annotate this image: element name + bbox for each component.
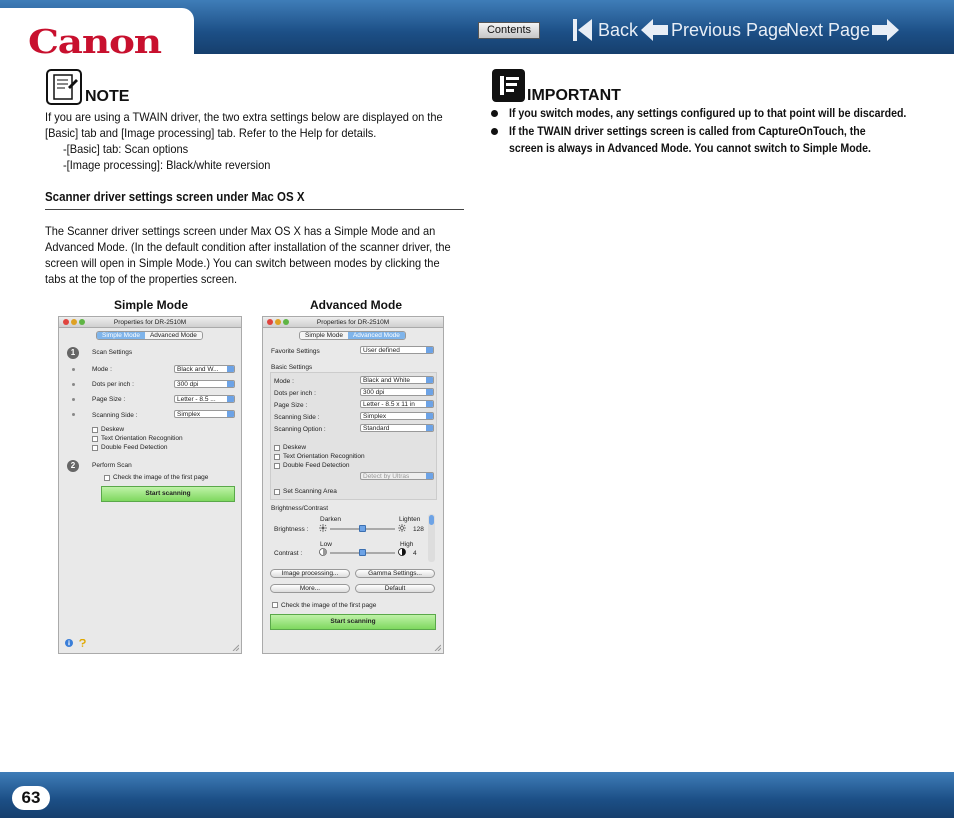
page-size-label: Page Size : — [92, 396, 126, 403]
body-text-line: tabs at the top of the properties screen. — [45, 272, 238, 286]
start-scanning-button[interactable]: Start scanning — [101, 486, 235, 502]
darken-label: Darken — [320, 516, 341, 523]
contrast-high-icon — [398, 548, 406, 556]
note-text-line: If you are using a TWAIN driver, the two extra settings below are displayed on the — [45, 110, 443, 124]
dpi-select[interactable]: 300 dpi — [174, 380, 235, 388]
sun-light-icon — [398, 524, 406, 532]
perform-scan-label: Perform Scan — [92, 462, 132, 469]
page-size-select[interactable]: Letter - 8.5 x 11 in — [360, 400, 434, 408]
brightness-value: 128 — [413, 526, 424, 533]
mode-label: Mode : — [274, 378, 294, 385]
close-icon[interactable] — [267, 319, 273, 325]
step-dot — [72, 383, 75, 386]
brightness-label: Brightness : — [274, 526, 309, 533]
page-number: 63 — [12, 786, 50, 810]
page-size-label: Page Size : — [274, 402, 308, 409]
check-first-page-checkbox[interactable] — [104, 475, 110, 481]
important-heading: IMPORTANT — [527, 87, 621, 104]
text-orientation-label: Text Orientation Recognition — [101, 435, 183, 442]
section-title: Scanner driver settings screen under Mac OS X — [45, 190, 305, 204]
scan-settings-label: Scan Settings — [92, 349, 133, 356]
set-scanning-area-checkbox[interactable] — [274, 489, 280, 495]
note-item: -[Image processing]: Black/white reversion — [63, 158, 271, 172]
low-label: Low — [320, 541, 332, 548]
window-title: Properties for DR-2510M — [316, 319, 390, 326]
step-number: 2 — [67, 460, 79, 472]
double-feed-label: Double Feed Detection — [283, 462, 350, 469]
simple-mode-window — [58, 316, 242, 654]
section-divider — [45, 209, 464, 210]
dpi-label: Dots per inch : — [274, 390, 316, 397]
bullet — [491, 128, 498, 135]
deskew-checkbox[interactable] — [274, 445, 280, 451]
scanning-option-label: Scanning Option : — [274, 426, 326, 433]
default-button[interactable]: Default — [355, 584, 435, 593]
tab-simple-mode[interactable]: Simple Mode — [300, 332, 348, 339]
basic-settings-heading: Basic Settings — [271, 364, 313, 371]
minimize-icon[interactable] — [275, 319, 281, 325]
check-first-page-label: Check the image of the first page — [113, 474, 209, 481]
tab-advanced-mode[interactable]: Advanced Mode — [145, 332, 202, 339]
advanced-mode-window — [262, 316, 444, 654]
scanning-side-select[interactable]: Simplex — [360, 412, 434, 420]
high-label: High — [400, 541, 414, 548]
set-scanning-area-label: Set Scanning Area — [283, 488, 337, 495]
note-heading: NOTE — [85, 88, 130, 105]
important-text: screen is always in Advanced Mode. You cannot switch to Simple Mode. — [509, 143, 871, 155]
contrast-value: 4 — [413, 550, 417, 557]
scanning-side-label: Scanning Side : — [92, 412, 138, 419]
check-first-page-label: Check the image of the first page — [281, 602, 377, 609]
right-arrow-icon — [872, 16, 899, 44]
scanning-side-select[interactable]: Simplex — [174, 410, 235, 418]
step-number: 1 — [67, 347, 79, 359]
double-feed-checkbox[interactable] — [274, 463, 280, 469]
next-page-label: Next Page — [786, 19, 871, 40]
contrast-slider-knob[interactable] — [359, 549, 366, 556]
previous-page-label: Previous Page — [671, 19, 789, 40]
tab-simple-mode[interactable]: Simple Mode — [97, 332, 145, 339]
tab-advanced-mode[interactable]: Advanced Mode — [348, 332, 405, 339]
back-label: Back — [598, 19, 639, 40]
dpi-select[interactable]: 300 dpi — [360, 388, 434, 396]
left-arrow-icon — [641, 16, 668, 44]
text-orientation-checkbox[interactable] — [92, 436, 98, 442]
sun-dark-icon — [319, 524, 327, 532]
favorite-settings-select[interactable]: User defined — [360, 346, 434, 354]
close-icon[interactable] — [63, 319, 69, 325]
step-dot — [72, 368, 75, 371]
caption-simple-mode: Simple Mode — [114, 298, 189, 312]
note-text-line: [Basic] tab and [Image processing] tab. Refer to the Help for details. — [45, 126, 377, 140]
mode-tabs — [96, 331, 203, 340]
footer-bar — [0, 772, 954, 818]
dpi-label: Dots per inch : — [92, 381, 134, 388]
back-icon — [572, 16, 594, 44]
start-scanning-button[interactable]: Start scanning — [270, 614, 436, 630]
important-text: If the TWAIN driver settings screen is called from CaptureOnTouch, the — [509, 126, 866, 138]
caption-advanced-mode: Advanced Mode — [310, 298, 403, 312]
scanning-side-label: Scanning Side : — [274, 414, 320, 421]
brightness-slider-knob[interactable] — [359, 525, 366, 532]
contrast-label: Contrast : — [274, 550, 303, 557]
gamma-settings-button[interactable]: Gamma Settings... — [355, 569, 435, 578]
mode-select[interactable]: Black and W... — [174, 365, 235, 373]
zoom-icon[interactable] — [79, 319, 85, 325]
zoom-icon[interactable] — [283, 319, 289, 325]
more-button[interactable]: More... — [270, 584, 350, 593]
deskew-label: Deskew — [101, 426, 125, 433]
mode-select[interactable]: Black and White — [360, 376, 434, 384]
contents-button[interactable]: Contents — [478, 22, 540, 39]
mode-label: Mode : — [92, 366, 112, 373]
double-feed-label: Double Feed Detection — [101, 444, 168, 451]
body-text-line: The Scanner driver settings screen under Max OS X has a Simple Mode and an — [45, 224, 436, 238]
window-titlebar — [263, 317, 443, 328]
favorite-settings-label: Favorite Settings — [271, 348, 320, 355]
minimize-icon[interactable] — [71, 319, 77, 325]
body-text-line: screen will open in Simple Mode.) You can switch between modes by clicking the — [45, 256, 440, 270]
body-text-line: Advanced Mode. (In the default condition after installation of the scanner driver, the — [45, 240, 451, 254]
important-icon — [492, 69, 525, 102]
page-size-select[interactable]: Letter - 8.5 ... — [174, 395, 235, 403]
bullet — [491, 110, 498, 117]
double-feed-checkbox[interactable] — [92, 445, 98, 451]
scrollbar-thumb[interactable] — [429, 515, 434, 525]
deskew-label: Deskew — [283, 444, 307, 451]
next-page-button[interactable] — [786, 14, 899, 46]
text-orientation-label: Text Orientation Recognition — [283, 453, 365, 460]
contrast-low-icon — [319, 548, 327, 556]
resize-grip-icon[interactable] — [232, 644, 239, 651]
back-button[interactable] — [572, 14, 638, 46]
note-icon — [46, 69, 82, 105]
check-first-page-checkbox[interactable] — [272, 602, 278, 608]
scrollbar[interactable] — [428, 514, 435, 562]
step-dot — [72, 413, 75, 416]
window-titlebar — [59, 317, 241, 328]
important-text: If you switch modes, any settings configured up to that point will be discarded. — [509, 108, 907, 120]
lighten-label: Lighten — [399, 516, 421, 523]
brightness-contrast-heading: Brightness/Contrast — [271, 505, 329, 512]
scanning-option-select[interactable]: Standard — [360, 424, 434, 432]
detect-method-select[interactable]: Detect by Ultras — [360, 472, 434, 480]
resize-grip-icon[interactable] — [434, 644, 441, 651]
info-icon[interactable] — [65, 639, 73, 647]
previous-page-button[interactable] — [641, 14, 788, 46]
deskew-checkbox[interactable] — [92, 427, 98, 433]
mode-tabs — [299, 331, 406, 340]
note-item: -[Basic] tab: Scan options — [63, 142, 189, 156]
image-processing-button[interactable]: Image processing... — [270, 569, 350, 578]
window-title: Properties for DR-2510M — [113, 319, 187, 326]
canon-logo: Canon — [28, 22, 161, 61]
help-icon[interactable] — [79, 639, 86, 647]
logo-area — [0, 8, 194, 60]
step-dot — [72, 398, 75, 401]
text-orientation-checkbox[interactable] — [274, 454, 280, 460]
